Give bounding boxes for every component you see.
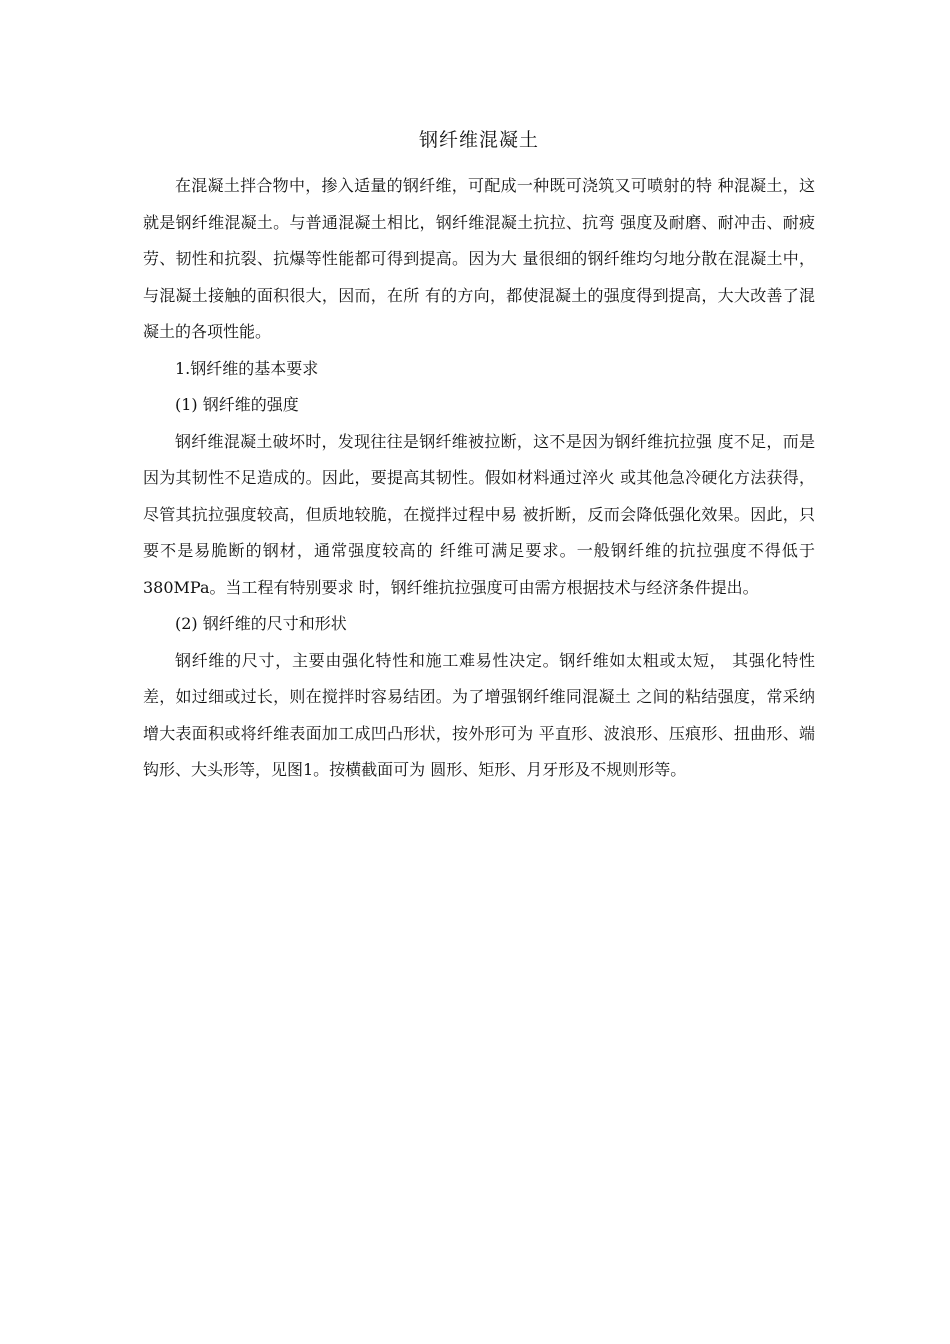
document-page xyxy=(143,124,815,789)
subsection-heading-strength: (1) 钢纤维的强度 xyxy=(175,395,299,414)
subsection-heading-size-shape: (2) 钢纤维的尺寸和形状 xyxy=(175,614,347,633)
size-shape-paragraph: 钢纤维的尺寸，主要由强化特性和施工难易性决定。钢纤维如太粗或太短， 其强化特性差，如过细或过长，则在搅拌时容易结团。为了增强钢纤维同混凝土 之间的粘结强度，常采纳增大表面积或将纤维表面加工成凹凸形状，按外形可为 平直形、波浪形、压痕形、扭曲形、端钩形、大头形等，见图1。按横截面可为 圆形、矩形、月牙形及不规则形等。 xyxy=(143,650,815,779)
intro-paragraph: 在混凝土拌合物中，掺入适量的钢纤维，可配成一种既可浇筑又可喷射的特 种混凝土，这就是钢纤维混凝土。与普通混凝土相比，钢纤维混凝土抗拉、抗弯 强度及耐磨、耐冲击、耐疲劳、韧性和抗裂、抗爆等性能都可得到提高。因为大 量很细的钢纤维均匀地分散在混凝土中，与混凝土接触的面积很大，因而，在所 有的方向，都使混凝土的强度得到提高，大大改善了混凝土的各项性能。 xyxy=(143,176,815,341)
document-title: 钢纤维混凝土 xyxy=(418,129,539,151)
strength-paragraph: 钢纤维混凝土破坏时，发现往往是钢纤维被拉断，这不是因为钢纤维抗拉强 度不足，而是因为其韧性不足造成的。因此，要提高其韧性。假如材料通过淬火 或其他急冷硬化方法获得，尽管其抗拉强度较高，但质地较脆，在搅拌过程中易 被折断，反而会降低强化效果。因此，只要不是易脆断的钢材，通常强度较高的 纤维可满足要求。一般钢纤维的抗拉强度不得低于380MPa。当工程有特别要求 时，钢纤维抗拉强度可由需方根据技术与经济条件提出。 xyxy=(143,431,815,597)
section-heading-basic-requirements: 1.钢纤维的基本要求 xyxy=(175,358,319,378)
